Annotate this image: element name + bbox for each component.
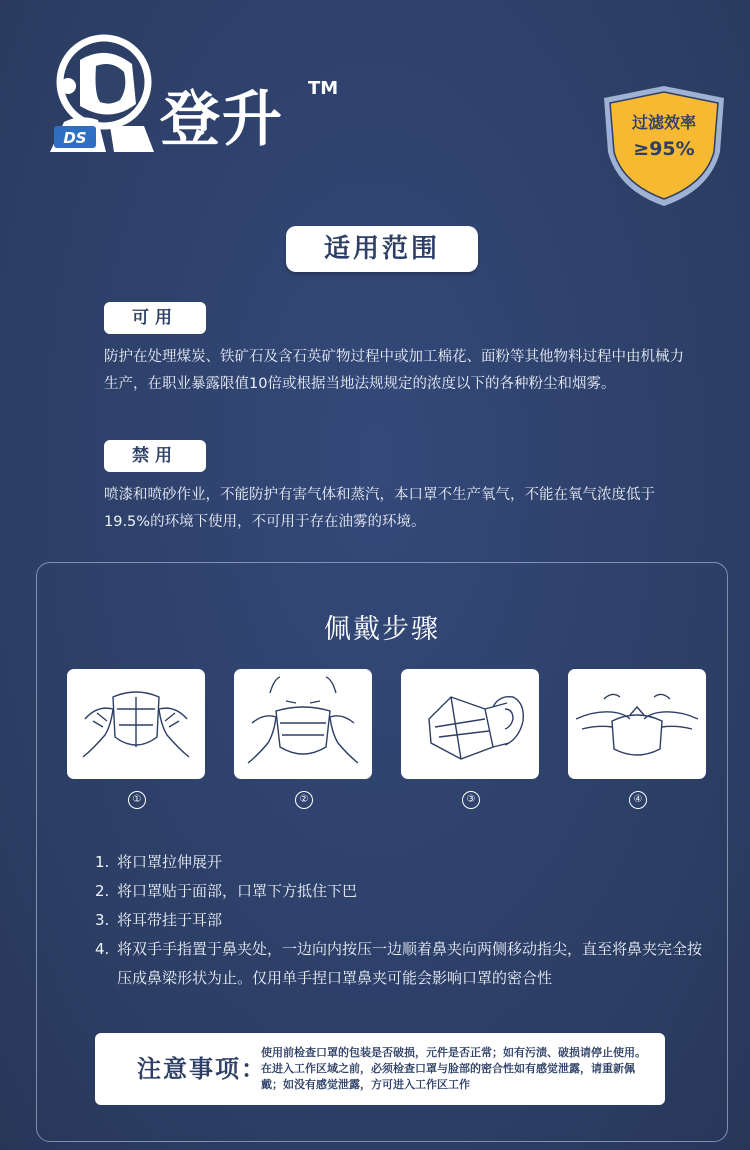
step-illustration-2 [234, 669, 372, 779]
list-item: 4. 将双手手指置于鼻夹处，一边向内按压一边顺着鼻夹向两侧移动指尖，直至将鼻夹完全按压成鼻梁形状为止。仅用单手捏口罩鼻夹可能会影响口罩的密合性 [95, 940, 703, 987]
brand-logo [40, 30, 360, 160]
allow-tag: 可用 [104, 302, 206, 334]
logo-ds-text: DS [63, 129, 87, 147]
scope-title: 适用范围 [286, 226, 478, 272]
brand-name: 登升 [160, 85, 284, 155]
step-illustration-3 [401, 669, 539, 779]
forbid-tag: 禁用 [104, 440, 206, 472]
step-illustration-1 [67, 669, 205, 779]
notice-text: 使用前检查口罩的包装是否破损，元件是否正常；如有污渍、破损请停止使用。在进入工作区域之前，必须检查口罩与脸部的密合性如有感觉泄露，请重新佩戴；如没有感觉泄露，方可进入工作区工作 [261, 1046, 646, 1091]
step-number-4: ④ [629, 791, 647, 809]
list-item: 1. 将口罩拉伸展开 [95, 853, 223, 871]
place-mask-icon [234, 669, 372, 779]
ear-loop-icon [401, 669, 539, 779]
stretch-mask-icon [67, 669, 205, 779]
step-list [95, 848, 715, 993]
steps-title: 佩戴步骤 [324, 614, 440, 645]
badge-value: ≥95% [633, 138, 695, 160]
step-number-1: ① [128, 791, 146, 809]
wearing-steps-panel [36, 562, 728, 1142]
notice-box [95, 1033, 665, 1105]
trademark-mark: TM [308, 78, 339, 99]
allow-text: 防护在处理煤炭、铁矿石及含石英矿物过程中或加工棉花、面粉等其他物料过程中由机械力生产，在职业暴露限值10倍或根据当地法规规定的浓度以下的各种粉尘和烟雾。 [104, 349, 684, 392]
badge-label: 过滤效率 [631, 113, 696, 132]
step-number-3: ③ [462, 791, 480, 809]
step-illustration-4 [568, 669, 706, 779]
forbid-text: 喷漆和喷砂作业，不能防护有害气体和蒸汽，本口罩不生产氧气，不能在氧气浓度低于19.5%的环境下使用，不可用于存在油雾的环境。 [104, 487, 655, 530]
press-nose-clip-icon [568, 669, 706, 779]
notice-label: 注意事项： [137, 1055, 267, 1083]
astronaut-logo-icon [40, 30, 158, 155]
list-item: 2. 将口罩贴于面部，口罩下方抵住下巴 [95, 882, 358, 900]
filtration-badge [598, 82, 730, 210]
list-item: 3. 将耳带挂于耳部 [95, 911, 223, 929]
step-number-2: ② [295, 791, 313, 809]
